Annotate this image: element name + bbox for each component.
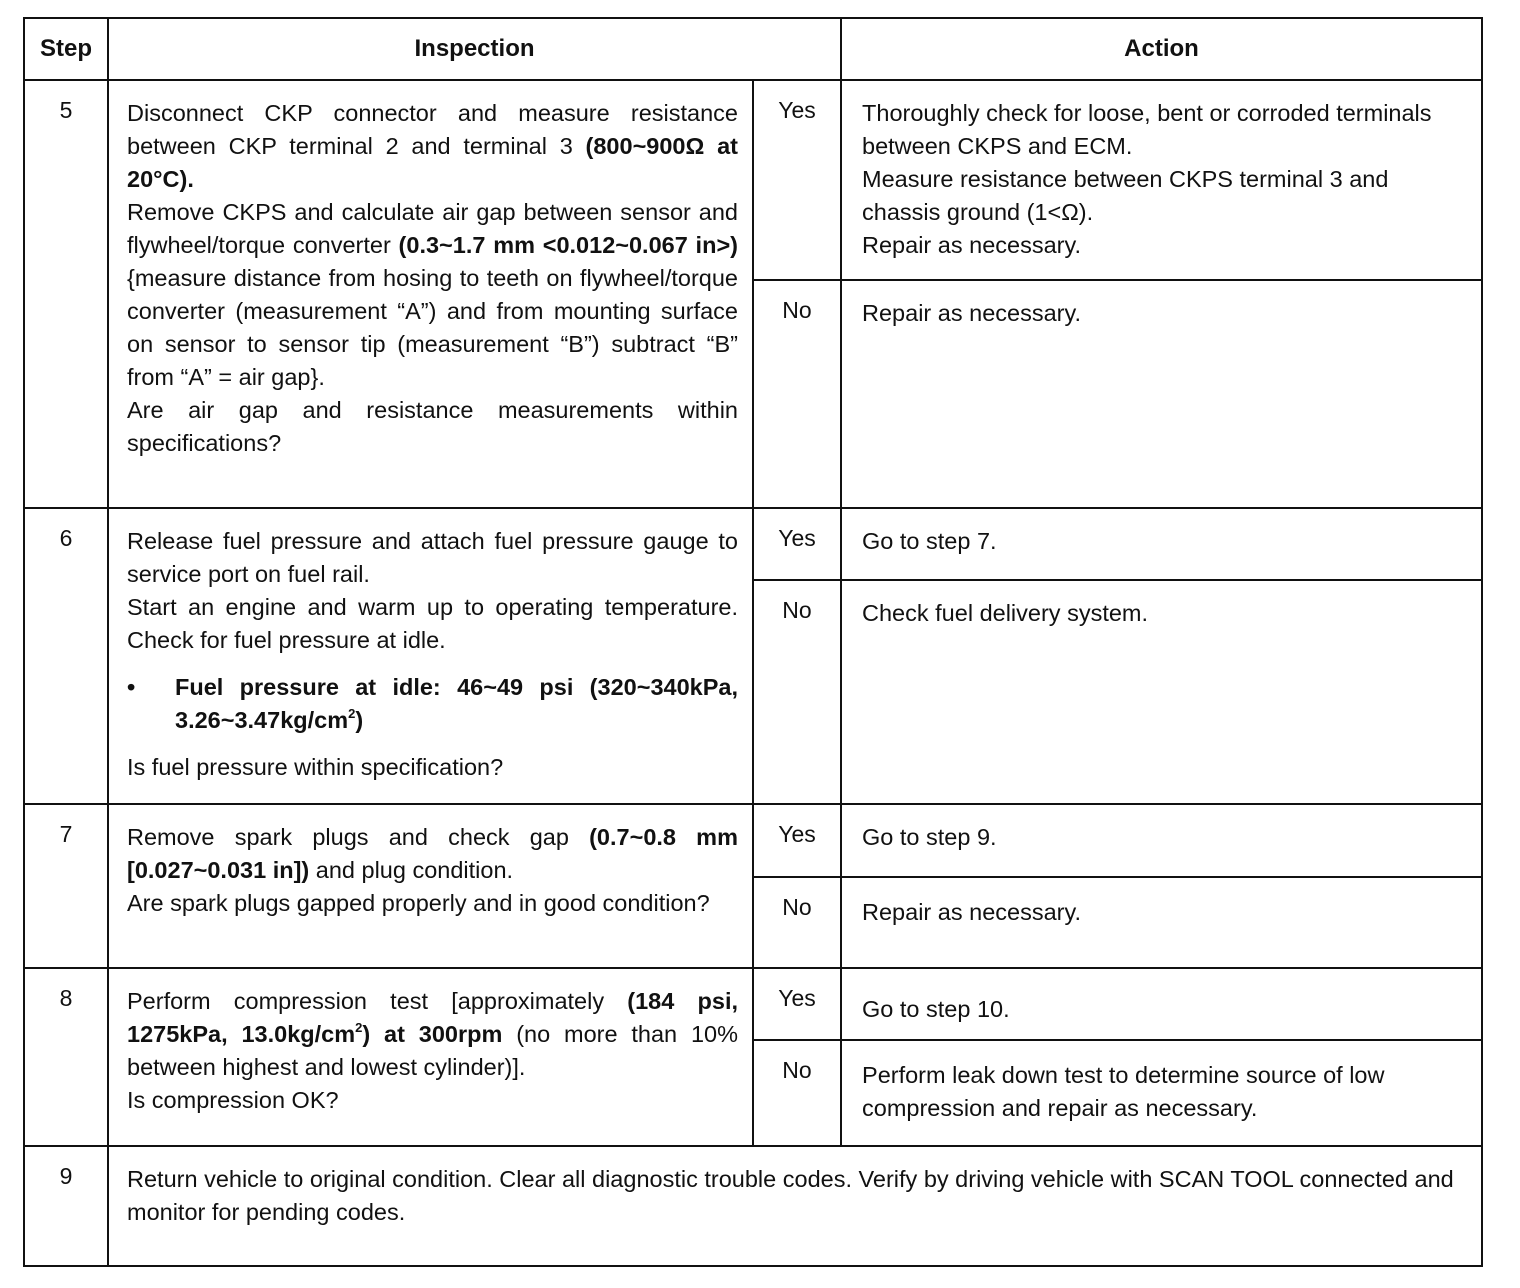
inspection-text: Disconnect CKP connector and measure resistance between CKP terminal 2 and terminal 3 (800~900Ω at 20°C).	[127, 100, 738, 192]
header-action: Action	[841, 18, 1482, 80]
inspection-cell	[108, 80, 753, 508]
yes-label: Yes	[753, 804, 841, 877]
yes-action: Thoroughly check for loose, bent or corroded terminals between CKPS and ECM. Measure resistance between CKPS terminal 3 and chassis ground (1<Ω). Repair as necessary.	[841, 80, 1482, 280]
step-number: 6	[24, 508, 108, 804]
spec-bullet-item: • Fuel pressure at idle: 46~49 psi (320~340kPa, $3.26\sim 3.47kg/cm^2$)	[127, 671, 738, 737]
yes-label: Yes	[753, 80, 841, 280]
yes-action: Go to step 10.	[841, 968, 1482, 1040]
inspection-cell: Return vehicle to original condition. Clear all diagnostic trouble codes. Verify by driving vehicle with SCAN TOOL connected and monitor for pending codes.	[108, 1146, 1482, 1266]
step-7-yes-row	[24, 804, 1482, 877]
inspection-cell: Perform compression test [approximately (184 psi, 1275kPa, $13.0kg/cm^2$) at 300rpm (no more than 10% between highest and lowest cylinder)]. Is compression OK?	[108, 968, 753, 1146]
yes-action: Go to step 7.	[841, 508, 1482, 580]
no-label: No	[753, 1040, 841, 1146]
inspection-question: Are air gap and resistance measurements within specifications?	[127, 397, 738, 456]
inspection-cell: Remove spark plugs and check gap (0.7~0.8 mm [0.027~0.031 in]) and plug condition. Are spark plugs gapped properly and in good condition?	[108, 804, 753, 968]
step-number: 5	[24, 80, 108, 508]
no-action: Check fuel delivery system.	[841, 580, 1482, 804]
yes-label: Yes	[753, 508, 841, 580]
no-action: Repair as necessary.	[841, 877, 1482, 968]
yes-action: Go to step 9.	[841, 804, 1482, 877]
header-step: Step	[24, 18, 108, 80]
step-number: 7	[24, 804, 108, 968]
step-number: 9	[24, 1146, 108, 1266]
step-5-yes-row	[24, 80, 1482, 280]
header-inspection: Inspection	[108, 18, 841, 80]
yes-label: Yes	[753, 968, 841, 1040]
inspection-question: Is compression OK?	[127, 1087, 339, 1113]
header-row	[24, 18, 1482, 80]
inspection-cell: Release fuel pressure and attach fuel pressure gauge to service port on fuel rail. Start an engine and warm up to operating temperature. Check for fuel pressure at idle. • Fuel pressure at idle: 46~49 psi (320~340kPa, $3.26\sim 3.47kg/cm^2$) Is fuel pressure within specification?	[108, 508, 753, 804]
step-9-row	[24, 1146, 1482, 1266]
step-number: 8	[24, 968, 108, 1146]
diagnostic-table	[23, 17, 1483, 1267]
no-action: Perform leak down test to determine source of low compression and repair as necessary.	[841, 1040, 1482, 1146]
inspection-text: Remove CKPS and calculate air gap between sensor and flywheel/torque converter (0.3~1.7 mm <0.012~0.067 in>) {measure distance from hosing to teeth on flywheel/torque converter (measurement “A”) and from mounting surface on sensor to sensor tip (measurement “B”) subtract “B” from “A” = air gap}.	[127, 199, 738, 390]
no-label: No	[753, 580, 841, 804]
step-8-yes-row	[24, 968, 1482, 1040]
no-label: No	[753, 280, 841, 508]
step-6-yes-row	[24, 508, 1482, 580]
inspection-question: Is fuel pressure within specification?	[127, 754, 504, 780]
no-label: No	[753, 877, 841, 968]
bullet-icon: •	[127, 674, 136, 700]
no-action: Repair as necessary.	[841, 280, 1482, 508]
